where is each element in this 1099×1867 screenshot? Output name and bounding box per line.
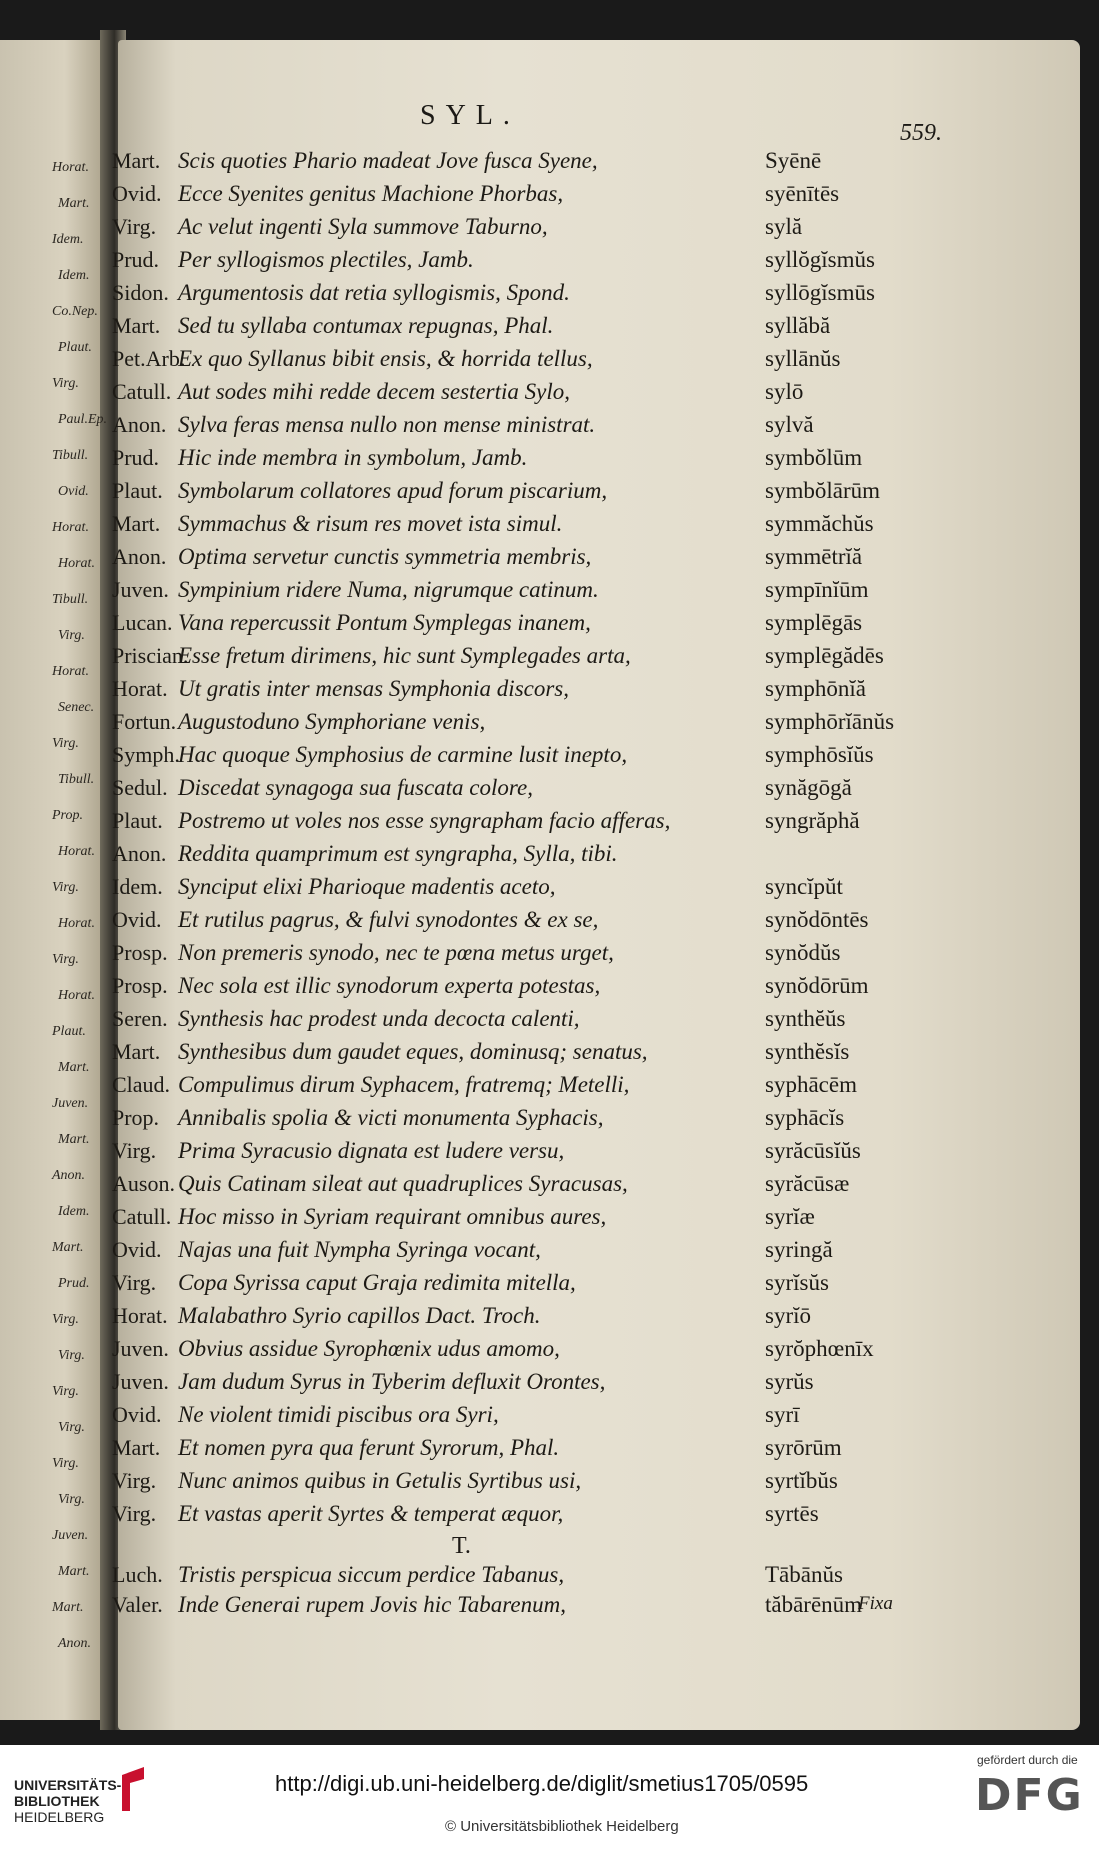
- entry-verse: Hoc misso in Syriam requirant omnibus aures,: [178, 1204, 607, 1229]
- margin-author: Mart.: [52, 1600, 84, 1615]
- entry-author: Catull.: [112, 379, 172, 404]
- entry-verse: Prima Syracusio dignata est ludere versu,: [178, 1138, 565, 1163]
- entry-headword: synăgōgă: [765, 775, 852, 800]
- entry-row: [0, 1592, 1099, 1625]
- entry-author: Ovid.: [112, 1402, 162, 1427]
- entry-headword: syrăcūsĭŭs: [765, 1138, 861, 1163]
- entry-row: [0, 1006, 1099, 1039]
- margin-author: Anon.: [58, 1636, 92, 1651]
- entry-author: Mart.: [112, 511, 161, 536]
- margin-author: Idem.: [52, 232, 84, 247]
- entry-author: Juven.: [112, 1336, 169, 1361]
- entry-verse: Synthesibus dum gaudet eques, dominusq; senatus,: [178, 1039, 648, 1064]
- entry-author: Auson.: [112, 1171, 175, 1196]
- entry-verse: Compulimus dirum Syphacem, fratremq; Metelli,: [178, 1072, 630, 1097]
- entry-author: Pet.Arb.: [112, 346, 186, 371]
- entry-row: [0, 478, 1099, 511]
- entry-author: Virg.: [112, 1501, 157, 1526]
- entry-row: [0, 511, 1099, 544]
- entry-row: [0, 709, 1099, 742]
- entry-author: Horat.: [112, 676, 168, 701]
- entry-verse: Ecce Syenites genitus Machione Phorbas,: [178, 181, 564, 206]
- entry-headword: symplēgădēs: [765, 643, 884, 668]
- entry-author: Anon.: [112, 544, 167, 569]
- entry-author: Ovid.: [112, 1237, 162, 1262]
- entry-author: Catull.: [112, 1204, 172, 1229]
- entry-headword: syllăbă: [765, 313, 831, 338]
- margin-author: Virg.: [52, 1456, 79, 1471]
- entry-row: [0, 1303, 1099, 1336]
- entry-verse: Argumentosis dat retia syllogismis, Spond.: [178, 280, 570, 305]
- entry-verse: Optima servetur cunctis symmetria membris,: [178, 544, 592, 569]
- entry-row: [0, 1336, 1099, 1369]
- entry-verse: Non premeris synodo, nec te pœna metus urget,: [178, 940, 614, 965]
- entry-headword: syrtēs: [765, 1501, 819, 1526]
- entry-verse: Sylva feras mensa nullo non mense ministrat.: [178, 412, 596, 437]
- entry-verse: Scis quoties Phario madeat Jove fusca Syene,: [178, 148, 598, 173]
- entry-row: [0, 1435, 1099, 1468]
- entry-author: Symph.: [112, 742, 180, 767]
- entry-headword: sympīnĭūm: [765, 577, 869, 602]
- entry-verse: Ut gratis inter mensas Symphonia discors,: [178, 676, 569, 701]
- entry-verse: Vana repercussit Pontum Symplegas inanem,: [178, 610, 591, 635]
- margin-author: Prop.: [52, 808, 83, 823]
- entry-row: [0, 577, 1099, 610]
- margin-author: Mart.: [52, 1240, 84, 1255]
- entry-row: [0, 841, 1099, 874]
- entry-author: Mart.: [112, 313, 161, 338]
- entry-author: Sidon.: [112, 280, 169, 305]
- entry-headword: syncĭpŭt: [765, 874, 843, 899]
- entry-author: Ovid.: [112, 181, 162, 206]
- library-logo-icon: [118, 1763, 148, 1815]
- entry-verse: Ac velut ingenti Syla summove Taburno,: [178, 214, 548, 239]
- entry-author: Virg.: [112, 1270, 157, 1295]
- entry-author: Plaut.: [112, 808, 163, 833]
- margin-author: Virg.: [58, 628, 85, 643]
- entry-headword: syrĭæ: [765, 1204, 815, 1229]
- entry-author: Anon.: [112, 841, 167, 866]
- entry-author: Mart.: [112, 1039, 161, 1064]
- entry-verse: Tristis perspicua siccum perdice Tabanus,: [178, 1562, 565, 1587]
- entry-row: [0, 973, 1099, 1006]
- entry-row: [0, 280, 1099, 313]
- entry-row: [0, 1468, 1099, 1501]
- entry-headword: syringă: [765, 1237, 833, 1262]
- entry-verse: Synciput elixi Pharioque madentis aceto,: [178, 874, 556, 899]
- entry-row: [0, 1402, 1099, 1435]
- entry-headword: Tābānŭs: [765, 1562, 843, 1587]
- entry-author: Sedul.: [112, 775, 168, 800]
- entry-headword: symmētrĭă: [765, 544, 863, 569]
- entry-headword: sylō: [765, 379, 804, 404]
- margin-author: Juven.: [52, 1096, 89, 1111]
- entry-headword: symphōnĭă: [765, 676, 866, 701]
- entry-row: [0, 1562, 1099, 1595]
- entry-headword: synŏdōntēs: [765, 907, 869, 932]
- entry-row: [0, 742, 1099, 775]
- entry-row: [0, 808, 1099, 841]
- entry-row: [0, 379, 1099, 412]
- margin-author: Virg.: [52, 1384, 79, 1399]
- entry-verse: Malabathro Syrio capillos Dact. Troch.: [178, 1303, 541, 1328]
- running-header: SYL.: [420, 100, 520, 131]
- library-name-line2: BIBLIOTHEK: [14, 1793, 100, 1809]
- entry-author: Mart.: [112, 148, 161, 173]
- library-name-line1: UNIVERSITÄTS-: [14, 1777, 122, 1793]
- entry-row: [0, 445, 1099, 478]
- entry-author: Lucan.: [112, 610, 173, 635]
- margin-author: Horat.: [58, 844, 95, 859]
- entry-verse: Augustoduno Symphoriane venis,: [178, 709, 486, 734]
- entry-author: Prud.: [112, 247, 160, 272]
- margin-author: Idem.: [58, 268, 90, 283]
- entry-headword: sylă: [765, 214, 803, 239]
- entry-row: [0, 1072, 1099, 1105]
- margin-author: Tibull.: [52, 448, 89, 463]
- margin-author: Mart.: [58, 1132, 90, 1147]
- entry-verse: Ne violent timidi piscibus ora Syri,: [178, 1402, 499, 1427]
- margin-author: Idem.: [58, 1204, 90, 1219]
- margin-author: Anon.: [52, 1168, 86, 1183]
- document-url-link[interactable]: http://digi.ub.uni-heidelberg.de/diglit/smetius1705/0595: [275, 1771, 809, 1796]
- entry-author: Horat.: [112, 1303, 168, 1328]
- entry-author: Idem.: [112, 874, 163, 899]
- margin-author: Tibull.: [58, 772, 95, 787]
- entry-row: [0, 610, 1099, 643]
- entry-headword: symbŏlārūm: [765, 478, 880, 503]
- entry-row: [0, 313, 1099, 346]
- dfg-logo: DFG: [975, 1770, 1084, 1821]
- entry-headword: symmăchŭs: [765, 511, 874, 536]
- entry-author: Prud.: [112, 445, 160, 470]
- entry-headword: symphōrĭānŭs: [765, 709, 895, 734]
- margin-author: Horat.: [52, 160, 89, 175]
- entry-verse: Hac quoque Symphosius de carmine lusit inepto,: [178, 742, 628, 767]
- entry-headword: syrōrūm: [765, 1435, 842, 1460]
- entry-row: [0, 1105, 1099, 1138]
- entry-headword: synthĕsĭs: [765, 1039, 850, 1064]
- entry-author: Virg.: [112, 1468, 157, 1493]
- entry-author: Plaut.: [112, 478, 163, 503]
- entry-verse: Per syllogismos plectiles, Jamb.: [178, 247, 474, 272]
- margin-author: Mart.: [58, 196, 90, 211]
- margin-author: Horat.: [58, 988, 95, 1003]
- margin-author: Virg.: [58, 1420, 85, 1435]
- sponsor-label: gefördert durch die: [977, 1753, 1078, 1767]
- entry-row: [0, 1039, 1099, 1072]
- margin-author: Paul.Ep.: [58, 412, 107, 427]
- entry-row: [0, 1369, 1099, 1402]
- entry-row: [0, 1138, 1099, 1171]
- entry-headword: syllōgĭsmūs: [765, 280, 875, 305]
- entry-headword: sylvă: [765, 412, 814, 437]
- entry-row: [0, 214, 1099, 247]
- entry-verse: Symmachus & risum res movet ista simul.: [178, 511, 563, 536]
- margin-author: Virg.: [52, 880, 79, 895]
- entry-row: [0, 1204, 1099, 1237]
- entry-row: [0, 940, 1099, 973]
- entry-headword: syllānŭs: [765, 346, 841, 371]
- margin-author: Ovid.: [58, 484, 89, 499]
- entry-verse: Discedat synagoga sua fuscata colore,: [178, 775, 533, 800]
- entry-headword: syrĭsŭs: [765, 1270, 829, 1295]
- entry-author: Virg.: [112, 1138, 157, 1163]
- page-number: 559.: [900, 120, 942, 146]
- entry-verse: Sympinium ridere Numa, nigrumque catinum.: [178, 577, 599, 602]
- entry-row: [0, 346, 1099, 379]
- entry-headword: syphācēm: [765, 1072, 857, 1097]
- entry-verse: Obvius assidue Syrophœnix udus amomo,: [178, 1336, 560, 1361]
- entry-headword: syrŏphœnīx: [765, 1336, 874, 1361]
- entry-verse: Et nomen pyra qua ferunt Syrorum, Phal.: [178, 1435, 560, 1460]
- entry-row: [0, 1237, 1099, 1270]
- entry-author: Luch.: [112, 1562, 163, 1587]
- margin-author: Virg.: [52, 1312, 79, 1327]
- margin-author: Prud.: [58, 1276, 90, 1291]
- entry-verse: Reddita quamprimum est syngrapha, Sylla, tibi.: [178, 841, 618, 866]
- entry-author: Claud.: [112, 1072, 171, 1097]
- entry-row: [0, 1501, 1099, 1534]
- margin-author: Tibull.: [52, 592, 89, 607]
- entry-verse: Ex quo Syllanus bibit ensis, & horrida tellus,: [178, 346, 593, 371]
- entry-headword: syrī: [765, 1402, 800, 1427]
- entry-author: Prop.: [112, 1105, 160, 1130]
- margin-author: Virg.: [52, 376, 79, 391]
- entry-verse: Symbolarum collatores apud forum piscarium,: [178, 478, 608, 503]
- entry-author: Prosp.: [112, 940, 168, 965]
- margin-author: Plaut.: [58, 340, 92, 355]
- entry-row: [0, 775, 1099, 808]
- margin-author: Mart.: [58, 1564, 90, 1579]
- catchword: Fixa: [858, 1593, 893, 1614]
- entry-verse: Esse fretum dirimens, hic sunt Symplegades arta,: [178, 643, 631, 668]
- margin-author: Horat.: [58, 916, 95, 931]
- entry-headword: tăbārēnūm: [765, 1592, 863, 1617]
- entry-author: Valer.: [112, 1592, 163, 1617]
- margin-author: Senec.: [58, 700, 95, 715]
- margin-author: Horat.: [58, 556, 95, 571]
- entry-author: Mart.: [112, 1435, 161, 1460]
- entry-row: [0, 676, 1099, 709]
- entry-verse: Inde Generai rupem Jovis hic Tabarenum,: [178, 1592, 566, 1617]
- margin-author: Juven.: [52, 1528, 89, 1543]
- entry-verse: Et rutilus pagrus, & fulvi synodontes & ex se,: [178, 907, 599, 932]
- margin-author: Virg.: [58, 1492, 85, 1507]
- entry-row: [0, 412, 1099, 445]
- entry-verse: Hic inde membra in symbolum, Jamb.: [178, 445, 528, 470]
- entry-row: [0, 1171, 1099, 1204]
- entry-verse: Postremo ut voles nos esse syngrapham facio afferas,: [178, 808, 671, 833]
- entry-author: Seren.: [112, 1006, 168, 1031]
- entry-verse: Synthesis hac prodest unda decocta calenti,: [178, 1006, 580, 1031]
- entry-headword: symplēgās: [765, 610, 863, 635]
- margin-author: Plaut.: [52, 1024, 86, 1039]
- entry-headword: syllŏgĭsmŭs: [765, 247, 875, 272]
- entry-verse: Et vastas aperit Syrtes & temperat æquor,: [178, 1501, 564, 1526]
- margin-author: Mart.: [58, 1060, 90, 1075]
- entry-headword: syrăcūsæ: [765, 1171, 850, 1196]
- entry-row: [0, 1270, 1099, 1303]
- margin-author: Co.Nep.: [52, 304, 98, 319]
- margin-author: Virg.: [52, 736, 79, 751]
- section-letter: T.: [452, 1533, 471, 1559]
- entry-author: Anon.: [112, 412, 167, 437]
- library-name-line3: HEIDELBERG: [14, 1809, 105, 1825]
- entry-row: [0, 874, 1099, 907]
- entry-row: [0, 247, 1099, 280]
- entry-verse: Jam dudum Syrus in Tyberim defluxit Orontes,: [178, 1369, 606, 1394]
- entry-headword: syrŭs: [765, 1369, 814, 1394]
- copyright-notice: © Universitätsbibliothek Heidelberg: [445, 1818, 679, 1835]
- entry-verse: Annibalis spolia & victi monumenta Syphacis,: [178, 1105, 604, 1130]
- entry-verse: Sed tu syllaba contumax repugnas, Phal.: [178, 313, 554, 338]
- entry-verse: Quis Catinam sileat aut quadruplices Syracusas,: [178, 1171, 628, 1196]
- entry-headword: symphōsĭŭs: [765, 742, 874, 767]
- entry-headword: syphācĭs: [765, 1105, 845, 1130]
- entry-headword: symbŏlūm: [765, 445, 863, 470]
- entry-author: Prosp.: [112, 973, 168, 998]
- entry-author: Ovid.: [112, 907, 162, 932]
- entry-verse: Copa Syrissa caput Graja redimita mitella,: [178, 1270, 576, 1295]
- entry-author: Juven.: [112, 1369, 169, 1394]
- margin-author: Virg.: [52, 952, 79, 967]
- entry-headword: synŏdŭs: [765, 940, 841, 965]
- entry-row: [0, 181, 1099, 214]
- entry-verse: Nec sola est illic synodorum experta potestas,: [178, 973, 601, 998]
- entry-row: [0, 643, 1099, 676]
- entry-author: Juven.: [112, 577, 169, 602]
- entry-row: [0, 148, 1099, 181]
- entry-headword: synŏdōrūm: [765, 973, 869, 998]
- entry-author: Virg.: [112, 214, 157, 239]
- entry-row: [0, 544, 1099, 577]
- entry-verse: Najas una fuit Nympha Syringa vocant,: [178, 1237, 541, 1262]
- entry-headword: syrtĭbŭs: [765, 1468, 838, 1493]
- footer-bar: [0, 1745, 1099, 1867]
- margin-author: Virg.: [58, 1348, 85, 1363]
- entry-headword: synthĕŭs: [765, 1006, 846, 1031]
- entry-headword: syngrăphă: [765, 808, 860, 833]
- entry-verse: Nunc animos quibus in Getulis Syrtibus usi,: [178, 1468, 582, 1493]
- entry-headword: syēnītēs: [765, 181, 840, 206]
- margin-author: Horat.: [52, 520, 89, 535]
- entry-headword: syrĭō: [765, 1303, 811, 1328]
- entry-row: [0, 907, 1099, 940]
- margin-author: Horat.: [52, 664, 89, 679]
- entry-verse: Aut sodes mihi redde decem sestertia Sylo,: [178, 379, 570, 404]
- entry-headword: Syēnē: [765, 148, 822, 173]
- entry-author: Fortun.: [112, 709, 177, 734]
- entry-author: Priscian.: [112, 643, 189, 668]
